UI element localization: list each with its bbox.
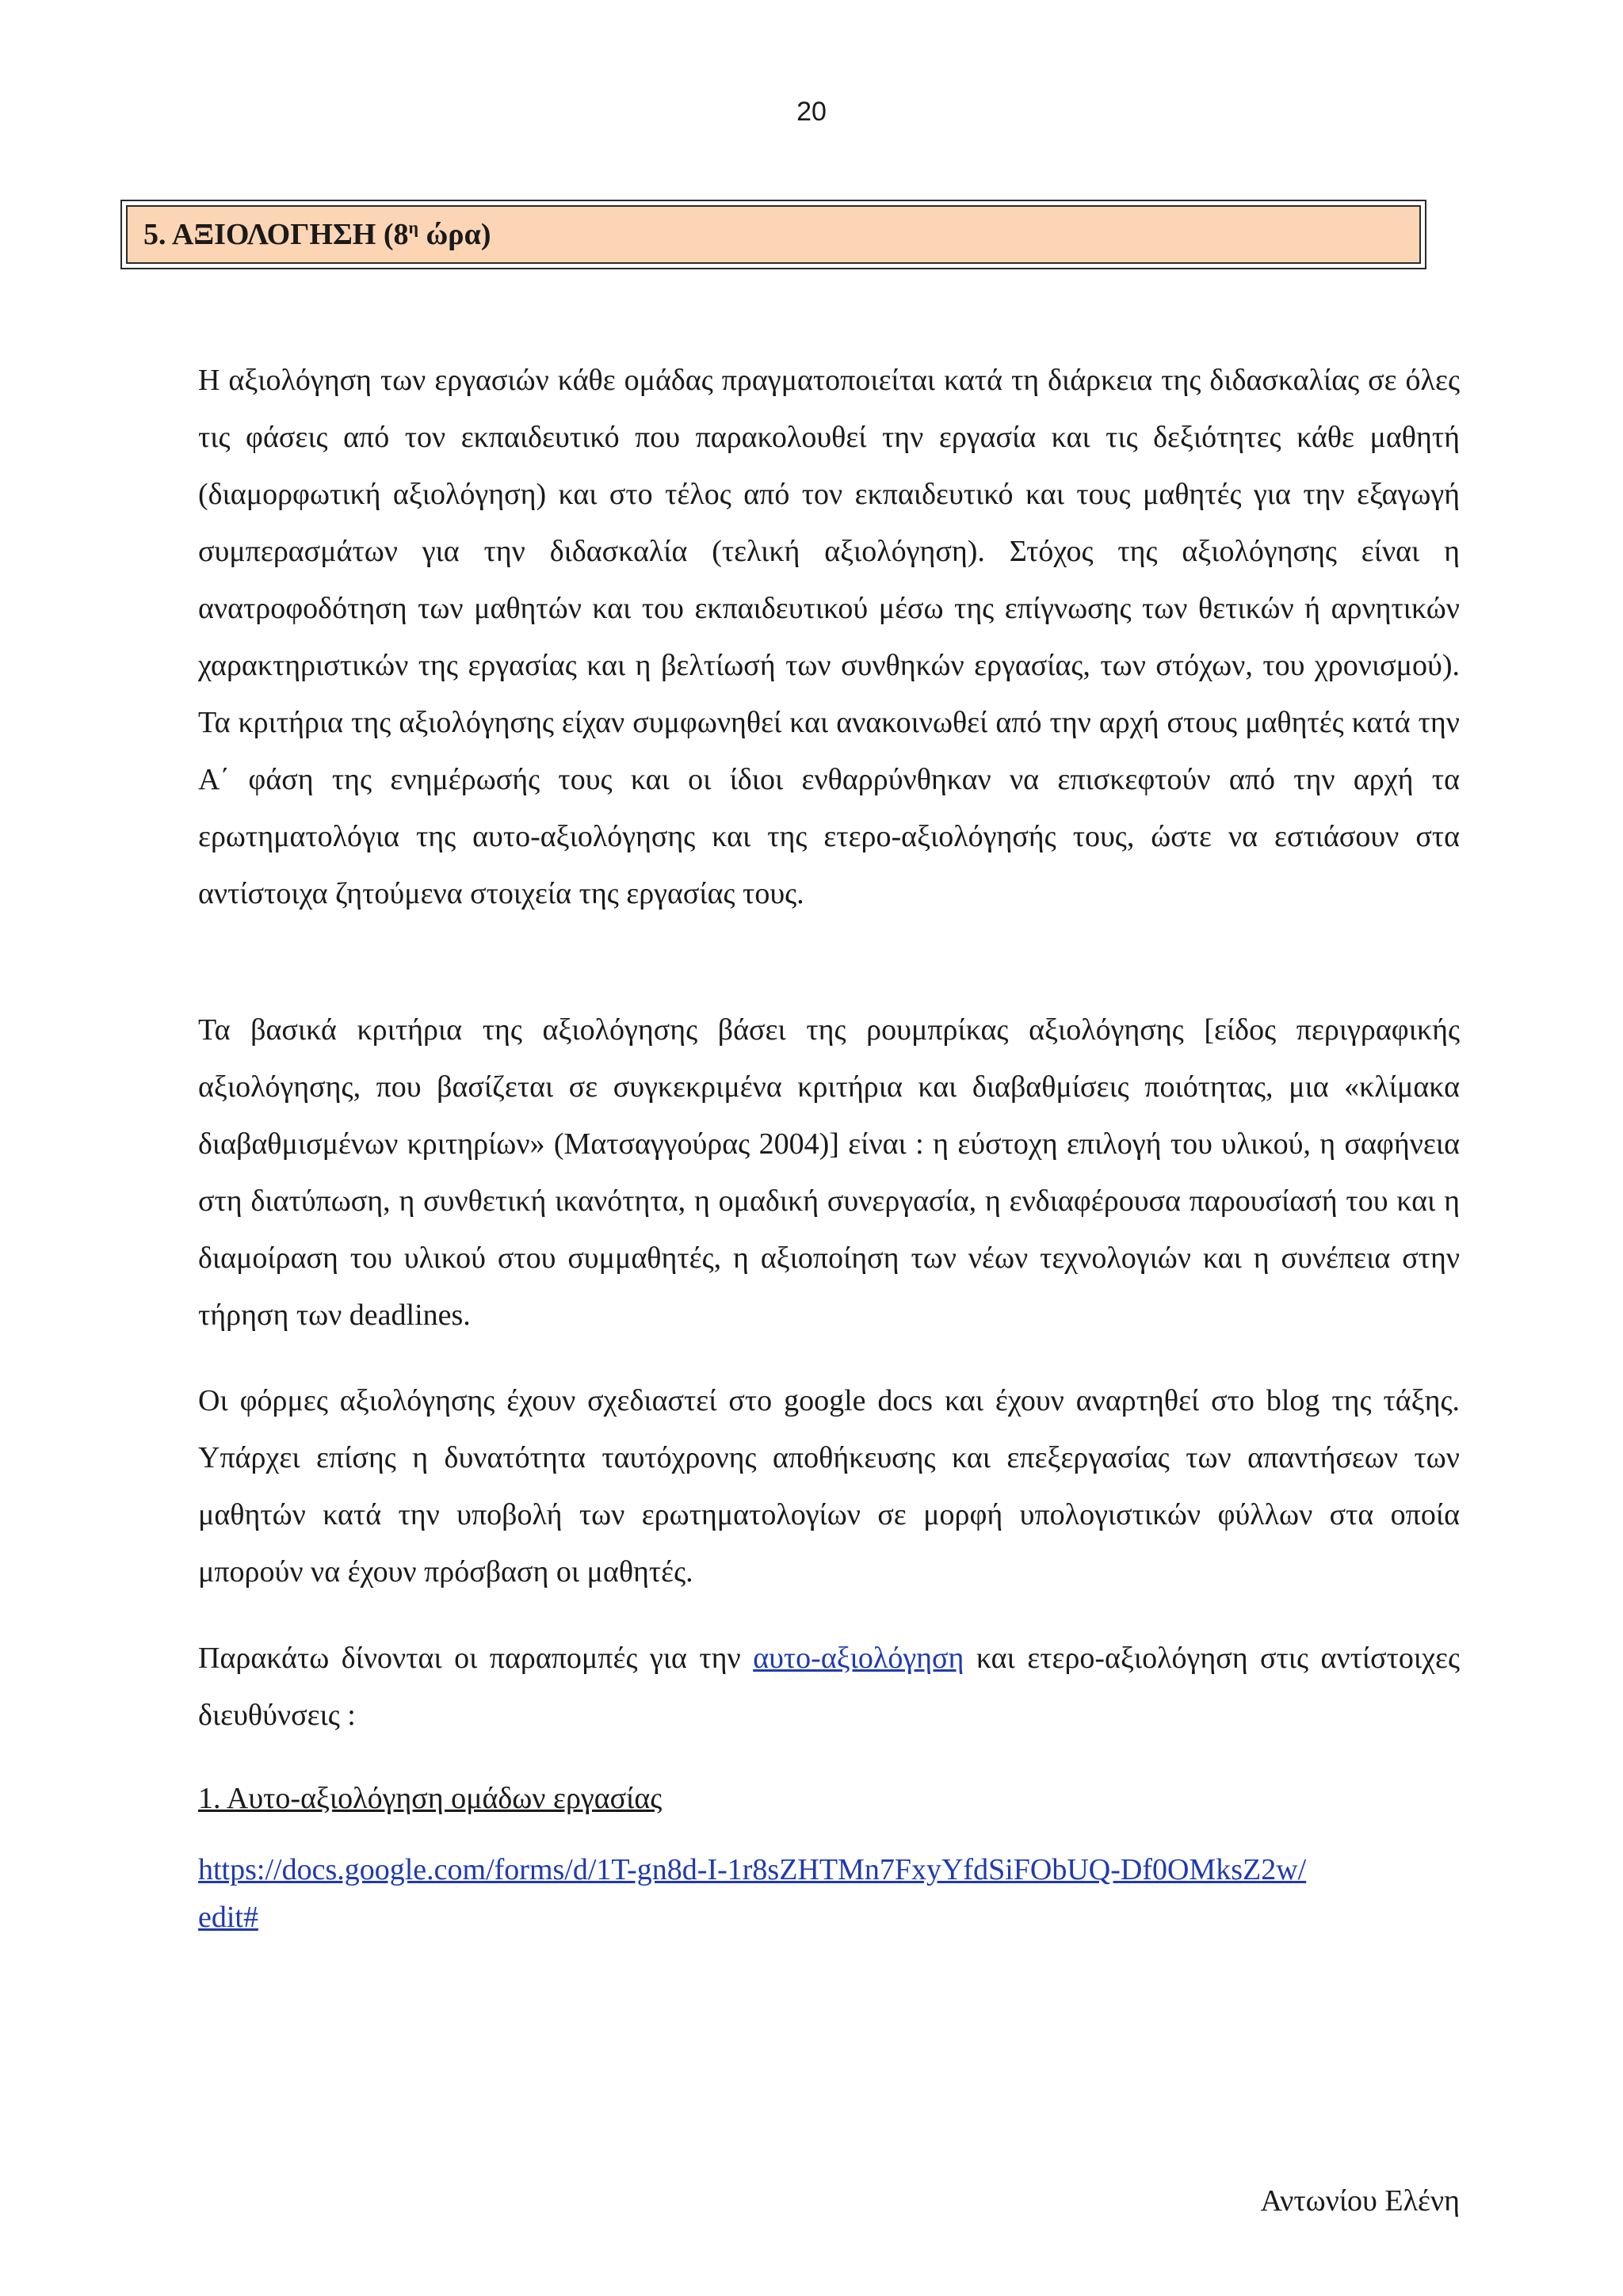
- paragraph-evaluation-links: [198, 1630, 1460, 1744]
- paragraph-evaluation-overview: Η αξιολόγηση των εργασιών κάθε ομάδας πραγματοποιείται κατά τη διάρκεια της διδασκαλίας σε όλες τις φάσεις από τον εκπαιδευτικό που παρακολουθεί την εργασία και τις δεξιότητες κάθε μαθητή (διαμορφωτική αξιολόγηση) και στο τέλος από τον εκπαιδευτικό και τους μαθητές για την εξαγωγή συμπερασμάτων για την διδασκαλία (τελική αξιολόγηση). Στόχος της αξιολόγησης είναι η ανατροφοδότηση των μαθητών και του εκπαιδευτικού μέσω της επίγνωσης των θετικών ή αρνητικών χαρακτηριστικών της εργασίας και η βελτίωσή των συνθηκών εργασίας, των στόχων, του χρονισμού). Τα κριτήρια της αξιολόγησης είχαν συμφωνηθεί και ανακοινωθεί από την αρχή στους μαθητές κατά την Α΄ φάση της ενημέρωσής τους και οι ίδιοι ενθαρρύνθηκαν να επισκεφτούν από την αρχή τα ερωτηματολόγια της αυτο-αξιολόγησης και της ετερο-αξιολόγησής τους, ώστε να εστιάσουν στα αντίστοιχα ζητούμενα στοιχεία της εργασίας τους.: [198, 364, 1460, 910]
- heading-title-main: 5. ΑΞΙΟΛΟΓΗΣΗ (8: [143, 218, 409, 251]
- self-assessment-subheading: 1. Αυτο-αξιολόγηση ομάδων εργασίας: [198, 1782, 663, 1815]
- paragraph-evaluation-criteria: Τα βασικά κριτήρια της αξιολόγησης βάσει της ρουμπρίκας αξιολόγησης [είδος περιγραφικής αξιολόγησης, που βασίζεται σε συγκεκριμένα κριτήρια και διαβαθμίσεις ποιότητας, μια «κλίμακα διαβαθμισμένων κριτηρίων» (Ματσαγγούρας 2004)] είναι : η εύστοχη επιλογή του υλικού, η σαφήνεια στη διατύπωση, η συνθετική ικανότητα, η ομαδική συνεργασία, η ενδιαφέρουσα παρουσίασή του και η διαμοίραση του υλικού στου συμμαθητές, η αξιοποίηση των νέων τεχνολογιών και η συνέπεια στην τήρηση των deadlines.: [198, 1013, 1460, 1332]
- paragraph-evaluation-forms: Οι φόρμες αξιολόγησης έχουν σχεδιαστεί στο google docs και έχουν αναρτηθεί στο blog της τάξης. Υπάρχει επίσης η δυνατότητα ταυτόχρονης αποθήκευσης και επεξεργασίας των απαντήσεων των μαθητών κατά την υποβολή των ερωτηματολογίων σε μορφή υπολογιστικών φύλλων στα οποία μπορούν να έχουν πρόσβαση οι μαθητές.: [198, 1384, 1460, 1589]
- section-heading-fill: [126, 205, 1421, 264]
- self-assessment-link[interactable]: αυτο-αξιολόγηση: [753, 1642, 964, 1675]
- page-number: 20: [796, 97, 827, 127]
- section-heading-box: [120, 200, 1426, 269]
- form-url-link[interactable]: https://docs.google.com/forms/d/1T-gn8d-I-1r8sZHTMn7FxyYfdSiFObUQ-Df0OMksZ2w/edit#: [198, 1853, 1307, 1934]
- heading-title-tail: ώρα): [418, 218, 491, 251]
- section-heading-title: [143, 217, 491, 252]
- paragraph-links-intro: Παρακάτω δίνονται οι παραπομπές για την: [198, 1642, 754, 1675]
- footer-author: Αντωνίου Ελένη: [1260, 2184, 1460, 2218]
- heading-title-superscript: η: [408, 217, 419, 238]
- paragraph-links-outro: και ετερο-αξιολόγηση στις αντίστοιχες διευθύνσεις :: [198, 1642, 1460, 1732]
